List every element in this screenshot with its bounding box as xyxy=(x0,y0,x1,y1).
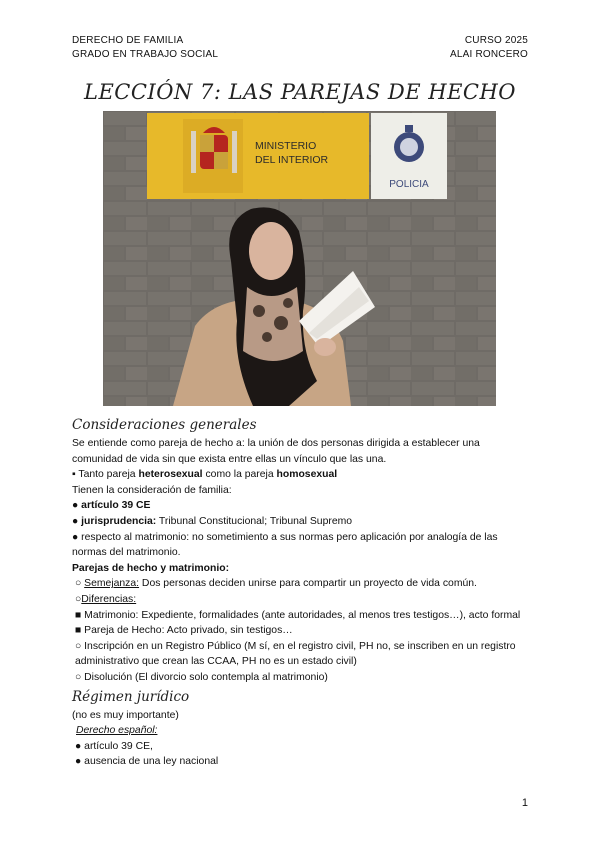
difference-disolucion: ○ Disolución (El divorcio solo contempla al matrimonio) xyxy=(75,671,328,683)
course-name: DERECHO DE FAMILIA xyxy=(72,35,184,46)
bullet-prefix: ▪ Tanto pareja xyxy=(72,469,139,481)
differences-marker: ○ xyxy=(75,593,82,605)
differences-line xyxy=(72,592,532,608)
sign-text-line1: MINISTERIO xyxy=(255,140,317,152)
course-year: CURSO 2025 xyxy=(464,35,528,46)
lesson-title: LECCIÓN 7: LAS PAREJAS DE HECHO xyxy=(84,80,516,104)
jurisprudencia-label: ● jurisprudencia: xyxy=(72,515,157,527)
differences-label: Diferencias: xyxy=(81,593,137,605)
author-name: ALAI RONCERO xyxy=(450,49,528,60)
item-jurisprudencia xyxy=(72,514,532,530)
police-label: POLICIA xyxy=(389,179,429,190)
difference-matrimonio: ■ Matrimonio: Expediente, formalidades (ante autoridades, al menos tres testigos…), acto formal xyxy=(75,609,521,621)
header-left xyxy=(72,34,218,62)
family-consideration-line: Tienen la consideración de familia: xyxy=(72,484,232,496)
difference-pareja-hecho: ■ Pareja de Hecho: Acto privado, sin testigos… xyxy=(75,625,293,637)
similarity-line xyxy=(72,576,532,592)
definition-text: Se entiende como pareja de hecho a: la unión de dos personas dirigida a establecer una comunidad de vida sin que exista entre ellas un vínculo que las una. xyxy=(72,438,480,465)
section-heading-regimen: Régimen jurídico xyxy=(72,688,190,705)
term-heterosexual: heterosexual xyxy=(138,469,203,481)
similarity-label: Semejanza: xyxy=(84,578,140,590)
lesson-photo xyxy=(103,111,496,406)
regimen-item-ley: ● ausencia de una ley nacional xyxy=(75,756,219,768)
photo-illustration xyxy=(103,111,496,406)
page-number: 1 xyxy=(521,797,528,809)
item-articulo-39: ● artículo 39 CE xyxy=(72,500,151,512)
comparison-heading: Parejas de hecho y matrimonio: xyxy=(72,562,230,574)
similarity-marker: ○ xyxy=(75,578,85,590)
derecho-espanol-text: Derecho español: xyxy=(76,725,158,737)
degree-name: GRADO EN TRABAJO SOCIAL xyxy=(72,49,219,60)
couple-types-line xyxy=(72,467,532,483)
difference-registro: ○ Inscripción en un Registro Público (M sí, en el registro civil, PH no, se inscriben en un registro administrativo que crean las CCAA, PH no es un estado civil) xyxy=(75,640,516,668)
header-right xyxy=(450,34,528,62)
item-matrimonio: ● respecto al matrimonio: no sometimiento a sus normas pero aplicación por analogía de las normas del matrimonio. xyxy=(72,531,498,559)
bullet-middle: como la pareja xyxy=(202,469,277,481)
regimen-item-articulo: ● artículo 39 CE, xyxy=(75,740,153,752)
lesson-content xyxy=(72,414,532,770)
section-heading-general: Consideraciones generales xyxy=(72,417,257,433)
jurisprudencia-text: Tribunal Constitucional; Tribunal Supremo xyxy=(156,515,353,527)
similarity-text: Dos personas deciden unirse para compartir un proyecto de vida común. xyxy=(139,578,477,590)
sign-text-line2: DEL INTERIOR xyxy=(255,154,329,166)
regimen-note: (no es muy importante) xyxy=(72,709,179,721)
term-homosexual: homosexual xyxy=(276,469,338,481)
derecho-espanol-label xyxy=(72,723,532,739)
